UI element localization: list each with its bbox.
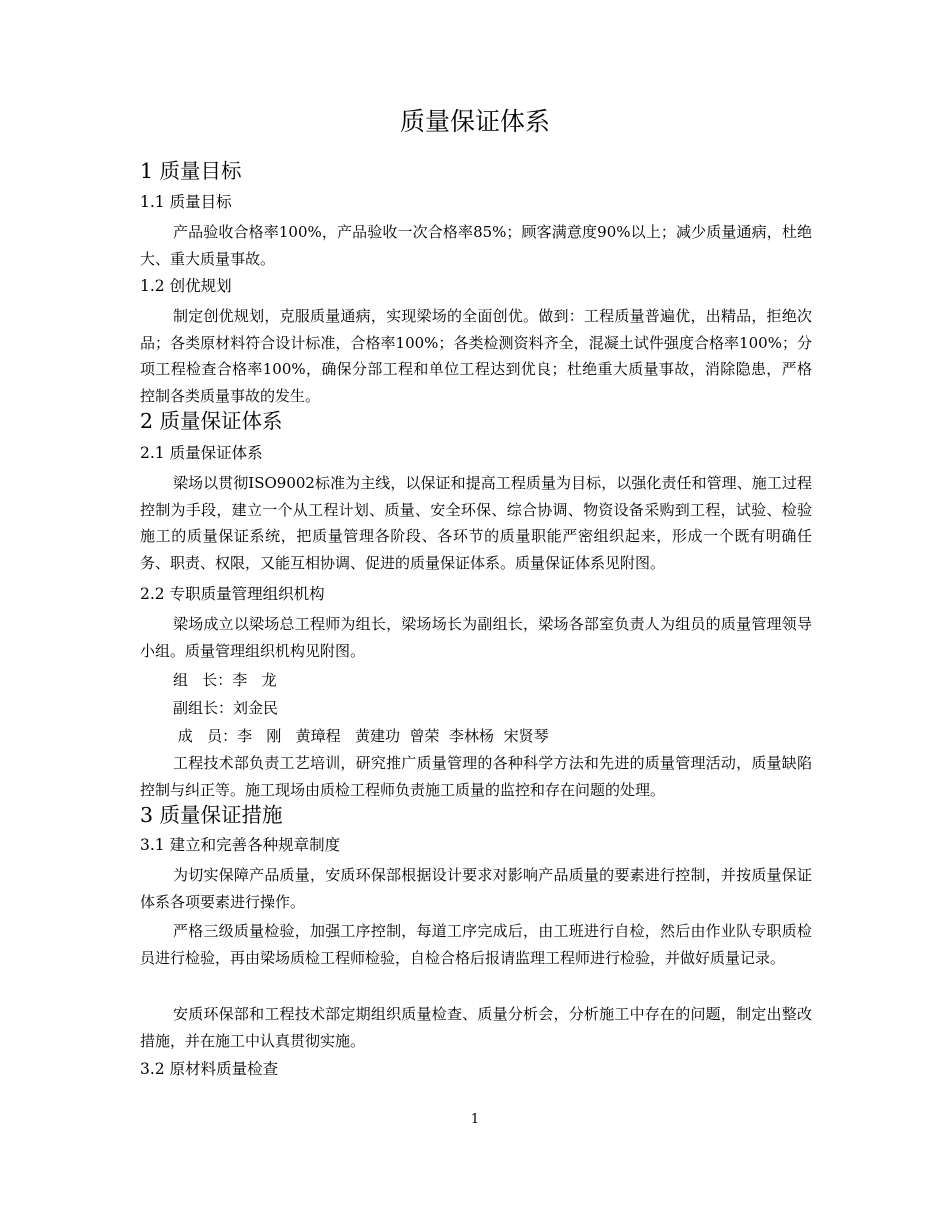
section-1-2-heading: 1.2 创优规划	[140, 277, 232, 295]
section-1-1-heading: 1.1 质量目标	[140, 193, 232, 211]
section-3-2-heading: 3.2 原材料质量检查	[140, 1060, 279, 1078]
deputy-line: 副组长：刘金民	[173, 699, 279, 717]
section-2-1-paragraph: 梁场以贯彻ISO9002标准为主线，以保证和提高工程质量为目标，以强化责任和管理、施工过程控制为手段，建立一个从工程计划、质量、安全环保、综合协调、物资设备采购到工程，试验、检验施工的质量保证系统，把质量管理各阶段、各环节的质量职能严密组织起来，形成一个既有明确任务、职责、权限，又能互相协调、促进的质量保证体系。质量保证体系见附图。	[140, 474, 812, 572]
section-3-1-paragraph-2: 严格三级质量检验，加强工序控制，每道工序完成后，由工班进行自检，然后由作业队专职质检员进行检验，再由梁场质检工程师检验，自检合格后报请监理工程师进行检验，并做好质量记录。	[140, 922, 812, 967]
page-number: 1	[470, 1112, 480, 1127]
section-3-1-heading: 3.1 建立和完善各种规章制度	[140, 836, 341, 854]
section-2-1-heading: 2.1 质量保证体系	[140, 444, 263, 462]
section-2-2-heading: 2.2 专职质量管理组织机构	[140, 585, 325, 603]
section-1-2-paragraph: 制定创优规划，克服质量通病，实现梁场的全面创优。做到：工程质量普遍优，出精品，拒绝次品；各类原材料符合设计标准，合格率100%；各类检测资料齐全，混凝土试件强度合格率100%；分项工程检查合格率100%，确保分部工程和单位工程达到优良；杜绝重大质量事故，消除隐患，严格控制各类质量事故的发生。	[140, 307, 812, 405]
members-line: 成 员：李 刚 黄璋程 黄建功 曾荣 李林杨 宋贤琴	[173, 727, 549, 745]
section-3-1-paragraph-1: 为切实保障产品质量，安质环保部根据设计要求对影响产品质量的要素进行控制，并按质量保证体系各项要素进行操作。	[140, 866, 812, 911]
document-title: 质量保证体系	[399, 107, 550, 136]
leader-line: 组 长：李 龙	[173, 671, 277, 689]
section-2-2-paragraph: 梁场成立以梁场总工程师为组长，梁场场长为副组长，梁场各部室负责人为组员的质量管理领导小组。质量管理组织机构见附图。	[140, 615, 812, 660]
section-2-2-paragraph-2: 工程技术部负责工艺培训，研究推广质量管理的各种科学方法和先进的质量管理活动，质量缺陷控制与纠正等。施工现场由质检工程师负责施工质量的监控和存在问题的处理。	[140, 754, 812, 799]
section-2-heading: 2 质量保证体系	[140, 409, 283, 433]
section-3-heading: 3 质量保证措施	[140, 803, 283, 827]
section-1-heading: 1 质量目标	[140, 159, 242, 183]
section-3-1-paragraph-3: 安质环保部和工程技术部定期组织质量检查、质量分析会，分析施工中存在的问题，制定出整改措施，并在施工中认真贯彻实施。	[140, 1005, 812, 1050]
section-1-1-paragraph: 产品验收合格率100%，产品验收一次合格率85%；顾客满意度90%以上；减少质量通病，杜绝大、重大质量事故。	[140, 223, 812, 268]
